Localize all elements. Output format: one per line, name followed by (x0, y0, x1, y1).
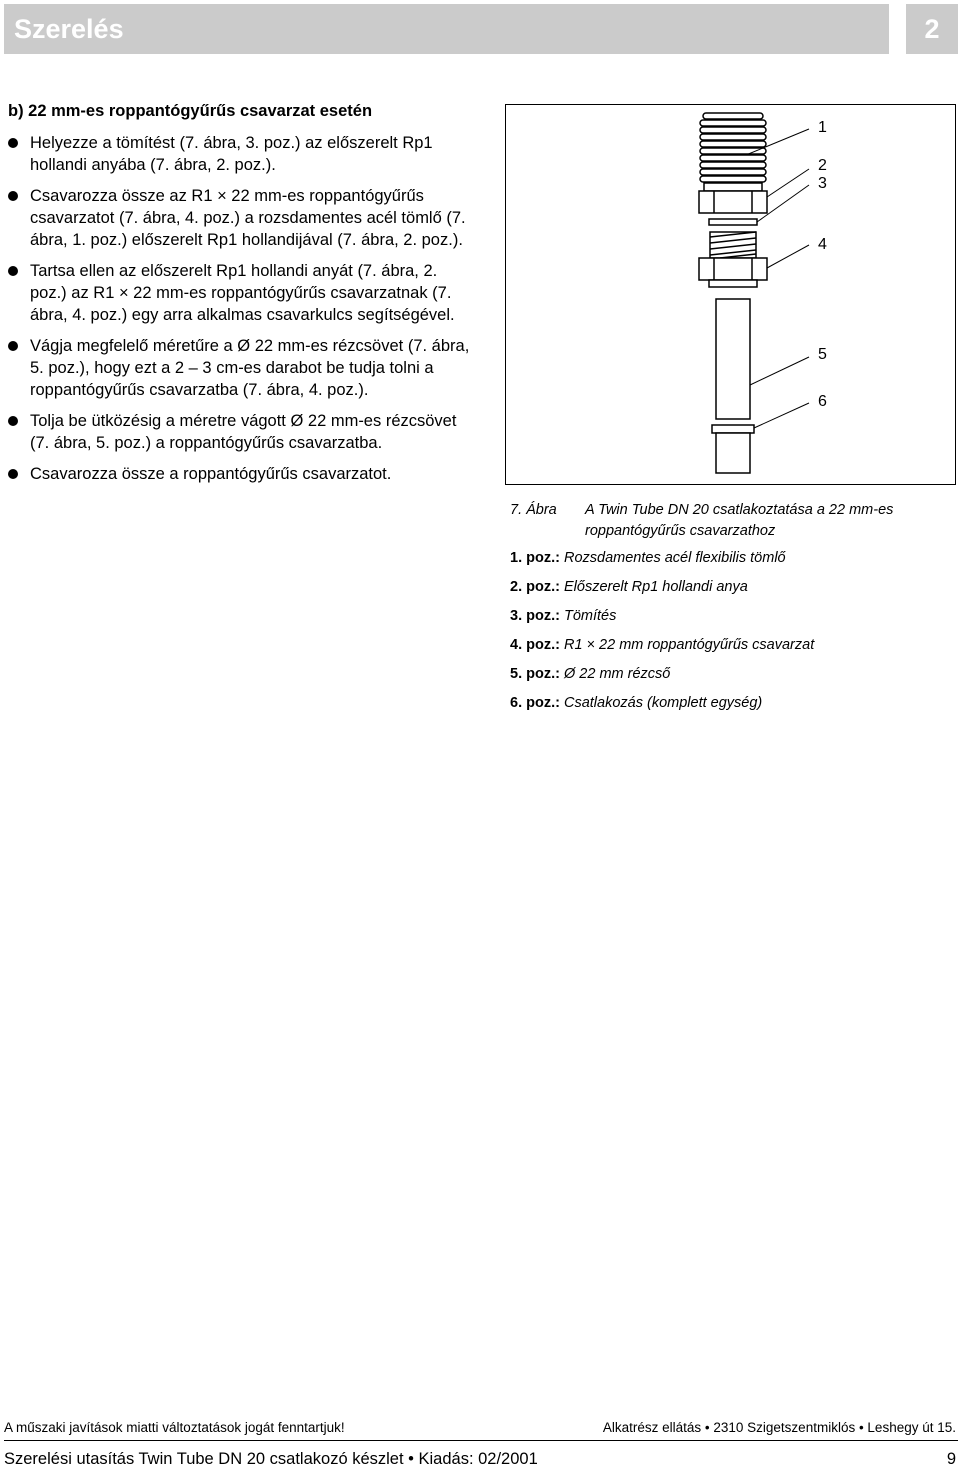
figure-caption (510, 500, 955, 542)
flexible-hose-drawing (700, 113, 766, 182)
legend-number: 1. poz.: (510, 550, 560, 566)
connection-drawing (712, 425, 754, 473)
legend-number: 6. poz.: (510, 695, 560, 711)
page-header-title: Szerelés (4, 4, 889, 54)
legend-row (510, 664, 955, 693)
list-item-text: Vágja megfelelő méretűre a Ø 22 mm-es rézcsövet (7. ábra, 5. poz.), hogy ezt a 2 – 3 cm-es darabot be tudja tolni a roppantógyűrűs csavarzatba (7. ábra, 4. poz.). (30, 337, 470, 399)
list-item-text: Csavarozza össze a roppantógyűrűs csavarzatot. (30, 465, 392, 483)
legend-number: 4. poz.: (510, 637, 560, 653)
footer-document-title: Szerelési utasítás Twin Tube DN 20 csatlakozó készlet • Kiadás: 02/2001 (4, 1450, 538, 1468)
list-item-text: Tartsa ellen az előszerelt Rp1 hollandi anyát (7. ábra, 2. poz.) az R1 × 22 mm-es roppantógyűrűs csavarzatnak (7. ábra, 4. poz.) egy arra alkalmas csavarkulcs segítségével. (30, 262, 455, 324)
list-item-text: Tolja be ütközésig a méretre vágott Ø 22 mm-es rézcsövet (7. ábra, 5. poz.) a roppantógyűrűs csavarzatba. (30, 412, 457, 452)
section-subheading: b) 22 mm-es roppantógyűrűs csavarzat esetén (8, 102, 373, 120)
bullet-icon (8, 138, 18, 148)
list-item (8, 335, 478, 401)
list-item-text: Csavarozza össze az R1 × 22 mm-es roppantógyűrűs csavarzatot (7. ábra, 4. poz.) a rozsdamentes acél tömlő (7. ábra, 1. poz.) előszerelt Rp1 hollandijával (7. ábra, 2. poz.). (30, 187, 466, 249)
callout-3: 3 (818, 175, 827, 192)
legend-row (510, 693, 955, 722)
page-number: 9 (946, 1450, 956, 1468)
callout-4: 4 (818, 236, 827, 253)
bullet-icon (8, 266, 18, 276)
callout-1: 1 (818, 119, 827, 136)
legend-text: Ø 22 mm rézcső (563, 666, 671, 682)
legend-number: 5. poz.: (510, 666, 560, 682)
seal-drawing (709, 219, 757, 225)
figure-7-box (505, 104, 956, 485)
instruction-list (8, 132, 478, 485)
chapter-number: 2 (906, 4, 958, 54)
caption-text: A Twin Tube DN 20 csatlakoztatása a 22 mm-es roppantógyűrűs csavarzathoz (585, 502, 894, 539)
legend-row (510, 577, 955, 606)
legend-row (510, 548, 955, 577)
list-item (8, 132, 478, 176)
compression-fitting-drawing (699, 232, 767, 287)
legend-text: Rozsdamentes acél flexibilis tömlő (563, 550, 786, 566)
legend-text: Csatlakozás (komplett egység) (563, 695, 763, 711)
union-nut-drawing (699, 183, 767, 213)
footer-divider (4, 1440, 958, 1441)
list-item (8, 463, 478, 485)
bullet-icon (8, 341, 18, 351)
bullet-icon (8, 191, 18, 201)
callout-5: 5 (818, 346, 827, 363)
legend-number: 2. poz.: (510, 579, 560, 595)
list-item (8, 185, 478, 251)
bullet-icon (8, 416, 18, 426)
legend-text: Tömítés (563, 608, 617, 624)
figure-legend (510, 548, 955, 722)
footer-notice: A műszaki javítások miatti változtatások jogát fenntartjuk! (4, 1420, 345, 1435)
list-item (8, 260, 478, 326)
fitting-assembly-drawing (506, 105, 957, 486)
instruction-column (8, 100, 478, 494)
copper-pipe-drawing (716, 299, 750, 419)
callout-2: 2 (818, 157, 827, 174)
bullet-icon (8, 469, 18, 479)
legend-text: R1 × 22 mm roppantógyűrűs csavarzat (563, 637, 815, 653)
footer-address: Alkatrész ellátás • 2310 Szigetszentmiklós • Leshegy út 15. (602, 1420, 956, 1435)
list-item-text: Helyezze a tömítést (7. ábra, 3. poz.) az előszerelt Rp1 hollandi anyába (7. ábra, 2. poz.). (30, 134, 433, 174)
list-item (8, 410, 478, 454)
legend-number: 3. poz.: (510, 608, 560, 624)
caption-number: 7. Ábra (510, 502, 557, 518)
legend-row (510, 606, 955, 635)
callout-6: 6 (818, 393, 827, 410)
legend-text: Előszerelt Rp1 hollandi anya (563, 579, 748, 595)
legend-row (510, 635, 955, 664)
